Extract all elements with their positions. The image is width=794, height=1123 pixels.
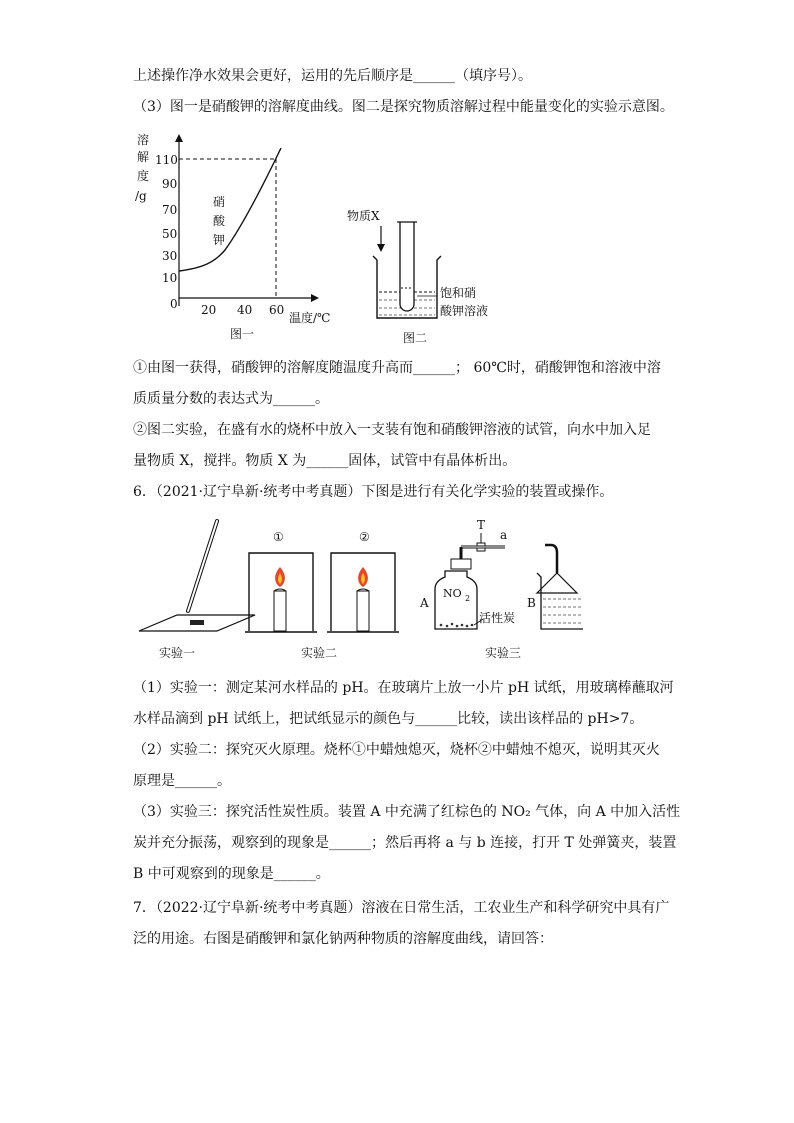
figure1-xtick-20: 20 — [201, 303, 217, 317]
figure1-ytick-0: 0 — [170, 297, 178, 311]
figure2-solution-label-2: 酸钾溶液 — [440, 304, 489, 318]
exp2-beaker-1 — [245, 530, 317, 632]
figure1-ylabel-1: 溶 — [137, 133, 150, 147]
text-line-3: ①由图一获得，硝酸钾的溶解度随温度升高而______； 60℃时，硝酸钾饱和溶液中溶 — [133, 360, 661, 376]
exp2-candle-2 — [357, 591, 369, 631]
exp3-flask-A: A — [420, 596, 429, 610]
figure1-curve-label-3: 钾 — [213, 233, 226, 247]
figure1-xticks — [201, 303, 284, 317]
figure1-xtick-40: 40 — [237, 303, 253, 317]
figure2-solution-label-1: 饱和硝 — [440, 286, 477, 300]
exp1-label: 实验一 — [159, 646, 196, 660]
text-line-15: 7．（2022·辽宁阜新·统考中考真题）溶液在日常生活，工农业生产和科学研究中具有广 — [133, 900, 670, 916]
text-line-1: 上述操作净水效果会更好，运用的先后顺序是______（填序号）。 — [133, 68, 532, 84]
figure1-curve-label-1: 硝 — [213, 195, 226, 209]
figure1-curve-label-2: 酸 — [213, 214, 226, 228]
exp1-ph-paper — [190, 620, 204, 625]
experiments-figure — [133, 515, 583, 665]
text-line-5: ②图二实验，在盛有水的烧杯中放入一支装有饱和硝酸钾溶液的试管，向水中加入足 — [133, 422, 651, 438]
exp2-beaker-2 — [327, 530, 399, 632]
exp3-label: 实验三 — [485, 646, 522, 660]
figure1-solubility-chart — [133, 130, 333, 342]
exp3-beaker-b — [527, 545, 583, 629]
exp2-beaker2-marker: ② — [359, 530, 370, 544]
figure1-y-arrow — [175, 134, 183, 142]
exp3-pipe-a: a — [500, 528, 508, 542]
figure1-ylabel-2: 解 — [137, 150, 150, 164]
exp3-flask-gas: NO — [443, 587, 462, 600]
text-line-6: 量物质 X，搅拌。物质 X 为______固体，试管中有晶体析出。 — [133, 453, 517, 469]
exp3-clip-T: T — [477, 518, 486, 532]
figure1-kno3-curve — [179, 148, 281, 271]
figure1-xtick-60: 60 — [269, 303, 285, 317]
figure2-test-tube — [400, 222, 414, 311]
figure1-ylabel-4: /g — [135, 189, 147, 203]
figure1-ytick-50: 50 — [162, 227, 178, 241]
text-line-8: （1）实验一：测定某河水样品的 pH。在玻璃片上放一小片 pH 试纸，用玻璃棒蘸取河 — [133, 680, 674, 696]
figure1-x-arrow — [311, 294, 319, 302]
exp3-flask-a — [419, 518, 515, 629]
text-line-14: B 中可观察到的现象是______。 — [133, 866, 330, 882]
text-line-2: （3）图一是硝酸钾的溶解度曲线。图二是探究物质溶解过程中能量变化的实验示意图。 — [133, 99, 674, 115]
exp3-b-tube — [545, 545, 557, 573]
exp3-flask-gas-sub: 2 — [465, 594, 471, 603]
figure1-ylabel-3: 度 — [137, 169, 150, 183]
figure1-ytick-10: 10 — [162, 271, 178, 285]
exp3-stopper — [451, 559, 471, 569]
figure1-ytick-70: 70 — [162, 203, 178, 217]
figure1-xlabel: 温度/℃ — [289, 311, 331, 325]
figure1-caption: 图一 — [230, 327, 255, 341]
text-line-7: 6．（2021·辽宁阜新·统考中考真题）下图是进行有关化学实验的装置或操作。 — [133, 484, 614, 500]
figure2-caption: 图二 — [403, 331, 428, 345]
text-line-10: （2）实验二：探究灭火原理。烧杯①中蜡烛熄灭，烧杯②中蜡烛不熄灭，说明其灭火 — [133, 742, 660, 758]
exp2-label: 实验二 — [301, 646, 338, 660]
exp3-beaker-B: B — [527, 596, 536, 610]
exp2-candle-1 — [274, 591, 286, 631]
text-line-13: 炭并充分振荡，观察到的现象是______；然后再将 a 与 b 连接，打开 T 处弹簧夹，装置 — [133, 835, 677, 851]
text-line-11: 原理是______。 — [133, 773, 231, 789]
exp3-funnel — [537, 573, 577, 593]
exp3-charcoal-label: 活性炭 — [479, 611, 516, 625]
text-line-9: 水样品滴到 pH 试纸上，把试纸显示的颜色与______比较，读出该样品的 pH>7。 — [133, 711, 644, 727]
text-line-4: 质质量分数的表达式为______。 — [133, 391, 329, 407]
figure1-ytick-90: 90 — [162, 177, 178, 191]
figure1-yticks — [155, 153, 178, 311]
exp2-beaker1-marker: ① — [273, 530, 284, 544]
exp1-setup — [139, 521, 255, 660]
figure2-substance-label: 物质X — [347, 209, 380, 223]
figure1-ytick-110: 110 — [155, 153, 178, 167]
text-line-12: （3）实验三：探究活性炭性质。装置 A 中充满了红棕色的 NO₂ 气体，向 A 中加入活性 — [133, 804, 681, 820]
figure2-arrow-head — [377, 244, 385, 252]
figure1-ytick-30: 30 — [162, 249, 178, 263]
text-line-16: 泛的用途。右图是硝酸钾和氯化钠两种物质的溶解度曲线，请回答： — [133, 931, 553, 947]
figure2-dissolution-setup — [345, 200, 525, 350]
exp3-flask — [435, 571, 477, 629]
